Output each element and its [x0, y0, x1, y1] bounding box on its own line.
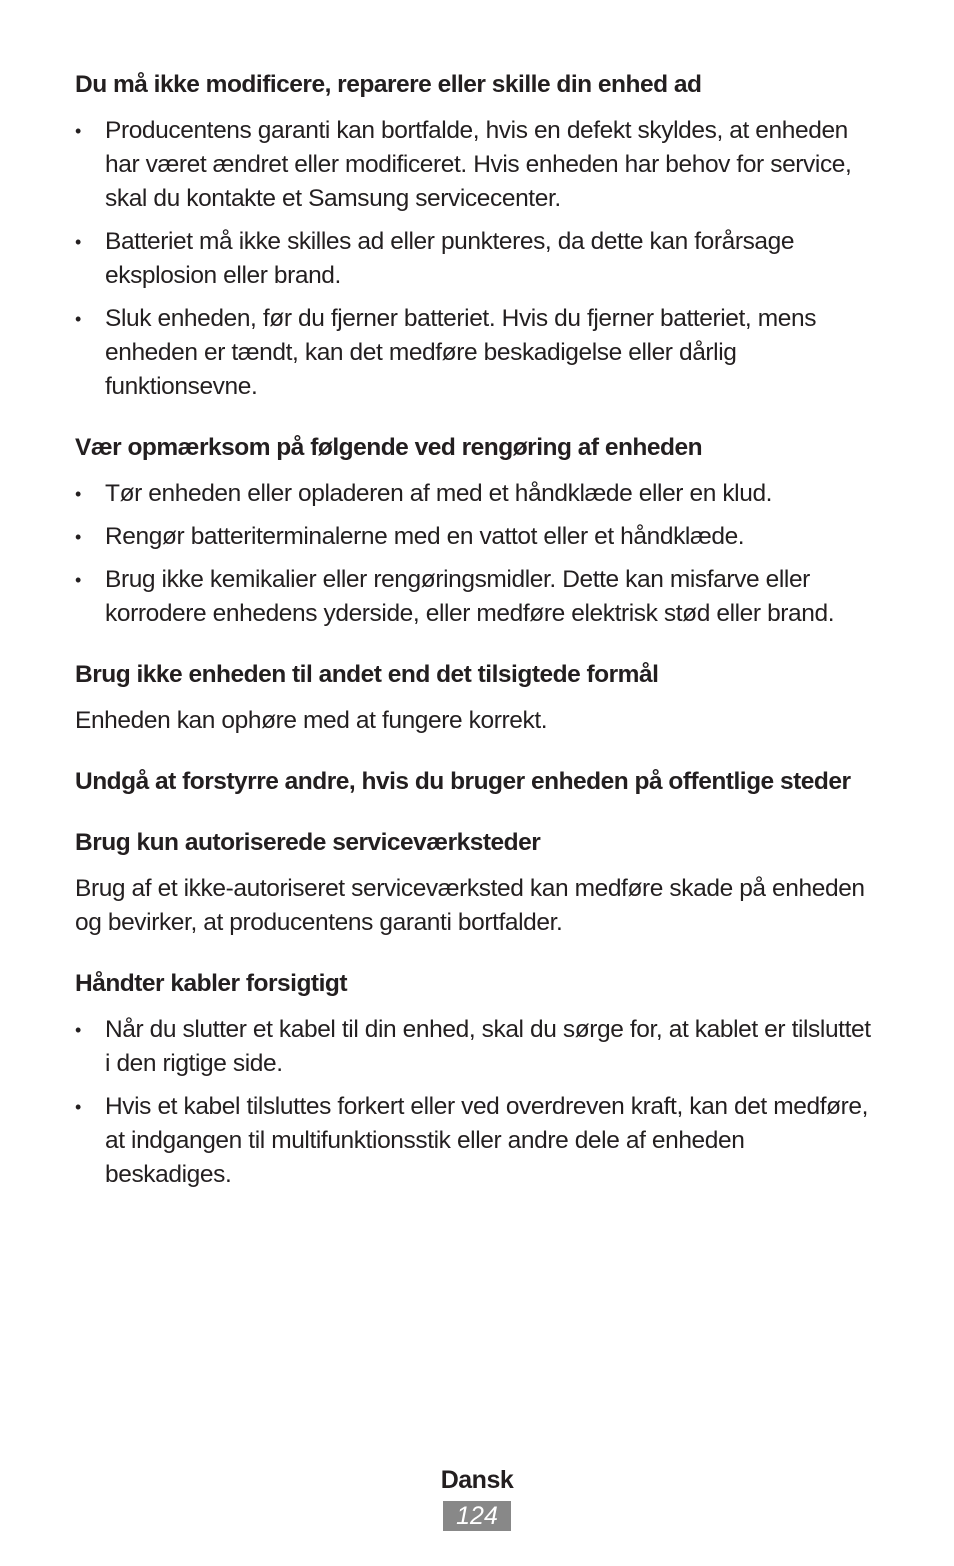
- bullet-icon: •: [75, 1020, 81, 1040]
- section-heading: Undgå at forstyrre andre, hvis du bruger enheden på offentlige steder: [75, 768, 851, 795]
- list-item: • Producentens garanti kan bortfalde, hvis en defekt skyldes, at enheden har været ændret eller modificeret. Hvis enheden har behov for service, skal du kontakte et Samsung servicecenter.: [75, 114, 875, 216]
- bullet-icon: •: [75, 232, 81, 252]
- bullet-list: [75, 477, 875, 631]
- bullet-icon: •: [75, 309, 81, 329]
- section-authorized-service: [75, 826, 875, 940]
- list-item: • Når du slutter et kabel til din enhed, skal du sørge for, at kablet er tilsluttet i den rigtige side.: [75, 1013, 875, 1081]
- list-item: • Rengør batteriterminalerne med en vattot eller et håndklæde.: [75, 520, 875, 554]
- section-body: Brug af et ikke-autoriseret serviceværksted kan medføre skade på enheden og bevirker, at producentens garanti bortfalder.: [75, 875, 865, 936]
- section-heading: Brug ikke enheden til andet end det tilsigtede formål: [75, 661, 659, 688]
- section-cables: [75, 967, 875, 1192]
- bullet-icon: •: [75, 484, 81, 504]
- bullet-icon: •: [75, 1097, 81, 1117]
- bullet-icon: •: [75, 570, 81, 590]
- section-cleaning: [75, 431, 875, 631]
- bullet-icon: •: [75, 527, 81, 547]
- page-footer: [0, 1462, 954, 1531]
- section-modify-repair: [75, 68, 875, 404]
- section-heading: Du må ikke modificere, reparere eller skille din enhed ad: [75, 71, 702, 98]
- language-label: Dansk: [440, 1466, 514, 1494]
- section-heading: Brug kun autoriserede serviceværksteder: [75, 829, 541, 856]
- list-item: • Sluk enheden, før du fjerner batteriet. Hvis du fjerner batteriet, mens enheden er tændt, kan det medføre beskadigelse eller dårlig funktionsevne.: [75, 302, 875, 404]
- section-heading: Håndter kabler forsigtigt: [75, 970, 348, 997]
- section-public-places: [75, 765, 875, 799]
- bullet-list: [75, 1013, 875, 1192]
- page-content: [75, 68, 875, 1192]
- list-item: • Tør enheden eller opladeren af med et håndklæde eller en klud.: [75, 477, 875, 511]
- bullet-icon: •: [75, 121, 81, 141]
- section-intended-use: [75, 658, 875, 738]
- list-item: • Hvis et kabel tilsluttes forkert eller ved overdreven kraft, kan det medføre, at indgangen til multifunktionsstik eller andre dele af enheden beskadiges.: [75, 1090, 875, 1192]
- bullet-list: [75, 114, 875, 404]
- section-heading: Vær opmærksom på følgende ved rengøring af enheden: [75, 434, 703, 461]
- section-body: Enheden kan ophøre med at fungere korrekt.: [75, 707, 548, 734]
- page-number: 124: [443, 1501, 511, 1531]
- list-item: • Brug ikke kemikalier eller rengøringsmidler. Dette kan misfarve eller korrodere enhedens yderside, eller medføre elektrisk stød eller brand.: [75, 563, 875, 631]
- list-item: • Batteriet må ikke skilles ad eller punkteres, da dette kan forårsage eksplosion eller brand.: [75, 225, 875, 293]
